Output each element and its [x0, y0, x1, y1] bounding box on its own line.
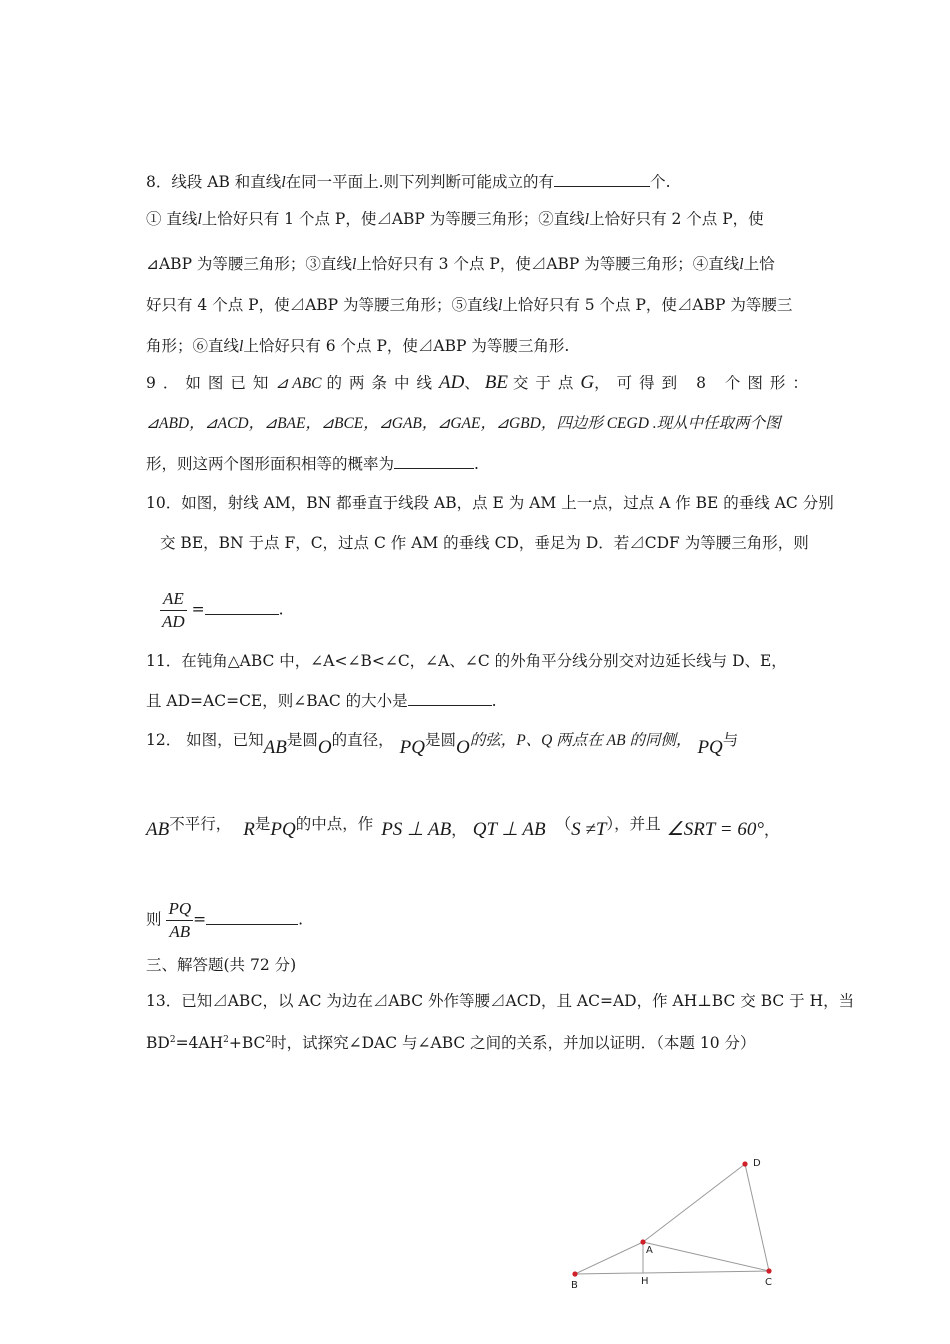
q9-line3: 形，则这两个图形面积相等的概率为 .	[146, 455, 479, 473]
q10-answer: $\frac{AE}{AD}$ = .	[162, 589, 284, 631]
label-d: D	[753, 1158, 761, 1169]
label-c: C	[765, 1277, 772, 1288]
q8-line1: 8．线段 AB 和直线l在同一平面上.则下列判断可能成立的有 个.	[146, 173, 671, 191]
pq-over-ab-fraction: $\frac{PQ}{AB}$	[168, 899, 192, 941]
answer-blank	[206, 910, 298, 925]
label-b: B	[571, 1280, 578, 1291]
answer-blank	[205, 600, 279, 615]
point-a	[640, 1239, 645, 1244]
triangle-figure	[560, 1150, 790, 1300]
q11-line1: 11．在钝角△ABC 中，∠A<∠B<∠C，∠A、∠C 的外角平分线分别交对边延长线与 D、E，	[146, 652, 787, 670]
q9-line2: ⊿ABD，⊿ACD，⊿BAE，⊿BCE，⊿GAB，⊿GAE，⊿GBD，四边形 CEGD .现从中任取两个图	[146, 415, 781, 432]
ae-over-ad-fraction: $\frac{AE}{AD}$	[162, 589, 185, 631]
q12-line1: 12． 如图，已知AB是圆O的直径， PQ是圆O的弦，P、Q 两点在 AB 的同侧， PQ与	[146, 731, 739, 758]
q8-line5: 角形；⑥直线l上恰好只有 6 个点 P，使⊿ABP 为等腰三角形.	[146, 337, 570, 355]
answer-blank	[408, 691, 492, 706]
point-b	[572, 1271, 577, 1276]
q10-line1: 10．如图，射线 AM，BN 都垂直于线段 AB，点 E 为 AM 上一点，过点 A 作 BE 的垂线 AC 分别	[146, 494, 834, 512]
point-c	[766, 1268, 771, 1273]
q10-line2: 交 BE，BN 于点 F，C，过点 C 作 AM 的垂线 CD，垂足为 D．若⊿CDF 为等腰三角形，则	[160, 534, 809, 552]
q12-line2: AB不平行， R是PQ的中点，作 PS ⊥ AB， QT ⊥ AB （S ≠T），并且 ∠SRT = 60°，	[146, 815, 780, 840]
label-h: H	[641, 1276, 649, 1287]
q9-line1: 9．如图已知⊿ ABC 的两条中线AD、 BE 交于点G，可得到 8 个图形：	[146, 372, 815, 393]
segment-ac	[643, 1242, 769, 1271]
label-a: A	[646, 1245, 653, 1256]
q8-line3: ⊿ABP 为等腰三角形；③直线l上恰好只有 3 个点 P，使⊿ABP 为等腰三角形；④直线l上恰	[146, 255, 775, 273]
point-d	[742, 1161, 747, 1166]
segment-ba	[575, 1242, 643, 1274]
answer-blank	[554, 172, 650, 187]
segment-dc	[745, 1164, 769, 1271]
segment-bc	[575, 1271, 769, 1274]
q13-line1: 13．已知⊿ABC，以 AC 为边在⊿ABC 外作等腰⊿ACD，且 AC=AD，作 AH⊥BC 交 BC 于 H，当	[146, 992, 855, 1010]
q8-line2: ① 直线l上恰好只有 1 个点 P，使⊿ABP 为等腰三角形；②直线l上恰好只有 2 个点 P，使	[146, 210, 764, 228]
q12-answer: 则 $\frac{PQ}{AB}$ = .	[146, 899, 304, 941]
answer-blank	[394, 454, 474, 469]
q8-line4: 好只有 4 个点 P，使⊿ABP 为等腰三角形；⑤直线l上恰好只有 5 个点 P，使⊿ABP 为等腰三	[146, 296, 793, 314]
q13-line2: $BD^2=4AH^2+BC^2$时，试探究∠DAC 与∠ABC 之间的关系，并加以证明．（本题 10 分）	[146, 1034, 756, 1053]
q11-line2: 且 AD=AC=CE，则∠BAC 的大小是 .	[146, 692, 497, 710]
segment-ad	[643, 1164, 745, 1242]
section-heading: 三、解答题(共 72 分)	[146, 956, 297, 974]
